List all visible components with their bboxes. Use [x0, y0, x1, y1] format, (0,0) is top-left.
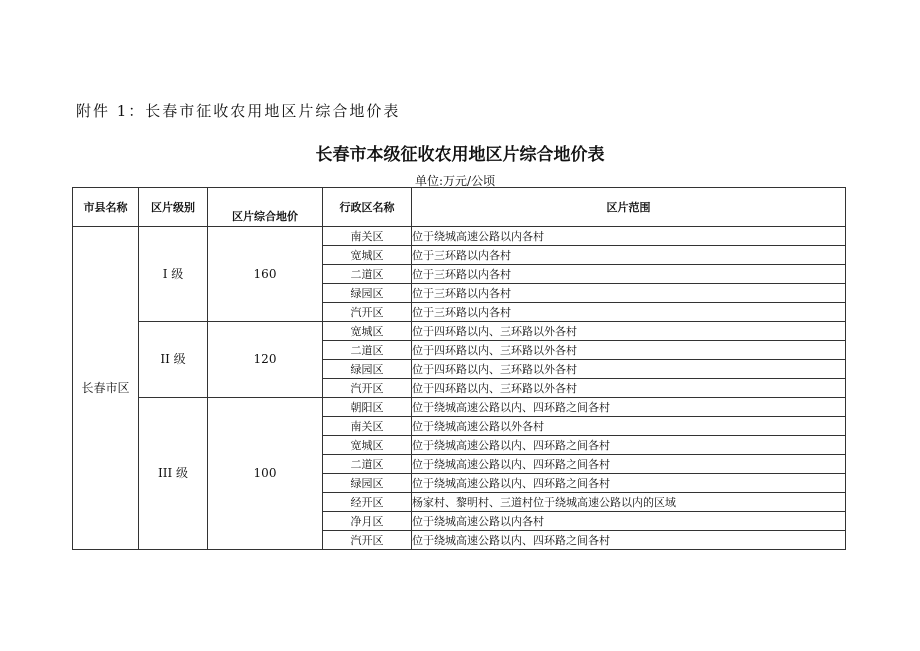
- scope-cell: 位于三环路以内各村: [412, 284, 846, 303]
- scope-cell: 位于绕城高速公路以内各村: [412, 512, 846, 531]
- scope-cell: 位于绕城高速公路以内、四环路之间各村: [412, 436, 846, 455]
- district-cell: 二道区: [323, 455, 412, 474]
- district-cell: 宽城区: [323, 246, 412, 265]
- header-price: 区片综合地价: [208, 188, 323, 227]
- scope-cell: 位于绕城高速公路以内、四环路之间各村: [412, 474, 846, 493]
- price-cell: 120: [208, 322, 323, 398]
- scope-cell: 位于绕城高速公路以外各村: [412, 417, 846, 436]
- district-cell: 绿园区: [323, 474, 412, 493]
- table-row: [73, 398, 846, 417]
- scope-cell: 位于绕城高速公路以内各村: [412, 227, 846, 246]
- district-cell: 汽开区: [323, 379, 412, 398]
- scope-cell: 位于四环路以内、三环路以外各村: [412, 379, 846, 398]
- document-title: 长春市本级征收农用地区片综合地价表: [315, 145, 605, 165]
- scope-cell: 位于绕城高速公路以内、四环路之间各村: [412, 398, 846, 417]
- land-price-table: [72, 187, 846, 550]
- header-city: 市县名称: [73, 188, 139, 227]
- grade-cell: I 级: [139, 227, 208, 322]
- price-cell: 160: [208, 227, 323, 322]
- district-cell: 二道区: [323, 341, 412, 360]
- scope-cell: 位于绕城高速公路以内、四环路之间各村: [412, 531, 846, 550]
- district-cell: 朝阳区: [323, 398, 412, 417]
- scope-cell: 杨家村、黎明村、三道村位于绕城高速公路以内的区域: [412, 493, 846, 512]
- scope-cell: 位于三环路以内各村: [412, 265, 846, 284]
- header-scope: 区片范围: [412, 188, 846, 227]
- price-cell: 100: [208, 398, 323, 550]
- scope-cell: 位于三环路以内各村: [412, 303, 846, 322]
- district-cell: 汽开区: [323, 303, 412, 322]
- grade-cell: III 级: [139, 398, 208, 550]
- district-cell: 南关区: [323, 227, 412, 246]
- scope-cell: 位于绕城高速公路以内、四环路之间各村: [412, 455, 846, 474]
- district-cell: 宽城区: [323, 322, 412, 341]
- scope-cell: 位于四环路以内、三环路以外各村: [412, 322, 846, 341]
- city-cell: 长春市区: [73, 227, 139, 550]
- district-cell: 绿园区: [323, 360, 412, 379]
- scope-cell: 位于三环路以内各村: [412, 246, 846, 265]
- district-cell: 二道区: [323, 265, 412, 284]
- district-cell: 绿园区: [323, 284, 412, 303]
- scope-cell: 位于四环路以内、三环路以外各村: [412, 360, 846, 379]
- district-cell: 净月区: [323, 512, 412, 531]
- header-district: 行政区名称: [323, 188, 412, 227]
- table-row: [73, 227, 846, 246]
- attachment-label: 附件 1：长春市征收农用地区片综合地价表: [76, 102, 401, 120]
- scope-cell: 位于四环路以内、三环路以外各村: [412, 341, 846, 360]
- district-cell: 经开区: [323, 493, 412, 512]
- grade-cell: II 级: [139, 322, 208, 398]
- district-cell: 宽城区: [323, 436, 412, 455]
- header-grade: 区片级别: [139, 188, 208, 227]
- table-body: [73, 227, 846, 550]
- district-cell: 汽开区: [323, 531, 412, 550]
- district-cell: 南关区: [323, 417, 412, 436]
- table-header-row: [73, 188, 846, 227]
- unit-note: 单位:万元/公顷: [415, 174, 496, 188]
- table-row: [73, 322, 846, 341]
